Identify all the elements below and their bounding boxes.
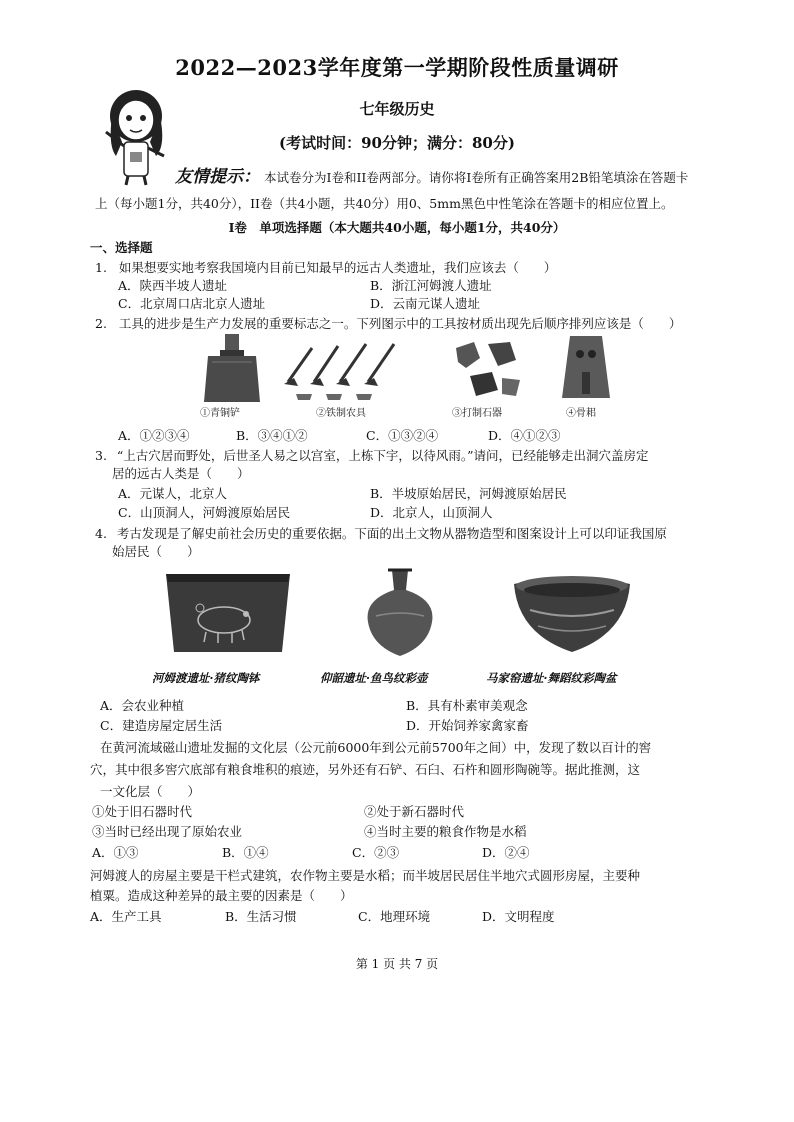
q3-option-c: C．山顶洞人，河姆渡原始居民 [118,505,291,520]
question-4 [95,524,667,542]
q2-option-b: B．③④①② [236,428,308,443]
q5-option-b: B．①④ [222,845,269,860]
question-3 [95,446,648,464]
q6-option-a: A．生产工具 [90,909,162,924]
friendly-tip [95,164,754,217]
q2-option-a: A．①②③④ [118,428,190,443]
q4-option-b: B．具有朴素审美观念 [406,698,528,713]
question-stem-line2: 居的远古人类是（ ） [112,466,250,481]
caption-fish-bird-pot: 仰韶遗址·鱼鸟纹彩壶 [320,671,428,685]
caption-stone-tools: ③打制石器 [452,408,502,419]
page-footer: 第 1 页 共 7 页 [355,957,439,971]
iron-tools-image [282,338,402,404]
question-5-stem-line1: 在黄河流域磁山遗址发掘的文化层（公元前6000年到公元前5700年之间）中，发现了数以百计的窖 [100,740,652,755]
q2-option-d: D．④①②③ [488,428,561,443]
question-6-stem-line1: 河姆渡人的房屋主要是干栏式建筑，农作物主要是水稻；而半坡居民居住半地穴式圆形房屋，主要种 [90,868,641,883]
q5-statement-1: ①处于旧石器时代 [92,804,193,819]
caption-pig-bowl: 河姆渡遗址·猪纹陶钵 [152,671,260,685]
q5-option-a: A．①③ [92,845,139,860]
exam-title: 2022—2023学年度第一学期阶段性质量调研 [175,55,619,80]
chipped-stone-tools-image [452,338,526,404]
q4-option-d: D．开始饲养家禽家畜 [406,718,529,733]
subject-title: 七年级历史 [359,100,435,118]
q5-statement-4: ④当时主要的粮食作物是水稻 [364,824,527,839]
question-6-stem-line2: 植粟。造成这种差异的最主要的因素是（ ） [90,888,353,903]
question-stem: 如果想要实地考察我国境内目前已知最早的远古人类遗址，我们应该去（ ） [118,260,557,275]
caption-bone-plow: ④骨耜 [566,408,596,419]
dancing-pattern-painted-basin-image [510,570,634,654]
q1-option-d: D．云南元谋人遗址 [370,296,481,311]
question-5-stem-line2: 穴，其中很多窖穴底部有粮食堆积的痕迹，另外还有石铲、石臼、石杵和圆形陶碗等。据此推测，这 [90,762,641,777]
tip-line2: 上（每小题1分，共40分），II卷（共4小题，共40分）用0、5mm黑色中性笔涂在答题卡的相应位置上。 [95,196,674,211]
q3-option-b: B．半坡原始居民，河姆渡原始居民 [370,486,567,501]
question-1 [95,258,556,276]
question-number: 2. [95,316,107,331]
question-2 [95,314,681,332]
bronze-shovel-image [198,332,268,404]
question-number: 1. [95,260,107,275]
q1-option-a: A．陕西半坡人遗址 [118,278,228,293]
q1-option-c: C．北京周口店北京人遗址 [118,296,266,311]
tip-label: 友情提示： [175,167,260,187]
section-header: I卷 单项选择题（本大题共40小题，每小题1分，共40分） [228,220,566,235]
exam-info: (考试时间：90分钟；满分：80分) [279,134,515,152]
question-stem-line1: 考古发现是了解史前社会历史的重要依据。下面的出土文物从器物造型和图案设计上可以印证我国原 [116,526,667,541]
q5-statement-2: ②处于新石器时代 [364,804,465,819]
caption-dancing-basin: 马家窑遗址·舞蹈纹彩陶盆 [486,671,617,685]
q1-option-b: B．浙江河姆渡人遗址 [370,278,492,293]
caption-iron-tools: ②铁制农具 [316,408,366,419]
tip-line1: 本试卷分为I卷和II卷两部分。请你将I卷所有正确答案用2B铅笔填涂在答题卡 [264,170,689,185]
q3-option-a: A．元谋人，北京人 [118,486,228,501]
question-5-stem-line3: 一文化层（ ） [100,784,201,799]
q3-option-d: D．北京人，山顶洞人 [370,505,493,520]
question-stem-line2: 始居民（ ） [112,544,200,559]
q6-option-c: C．地理环境 [358,909,431,924]
question-number: 3. [95,448,107,463]
q4-option-a: A．会农业种植 [100,698,185,713]
q4-option-c: C．建造房屋定居生活 [100,718,223,733]
q6-option-b: B．生活习惯 [225,909,297,924]
q5-option-c: C．②③ [352,845,400,860]
fish-bird-painted-pot-image [360,566,440,660]
q6-option-d: D．文明程度 [482,909,555,924]
q2-option-c: C．①③②④ [366,428,439,443]
question-stem: 工具的进步是生产力发展的重要标志之一。下列图示中的工具按材质出现先后顺序排列应该是（ ） [118,316,682,331]
pig-pattern-pottery-bowl-image [162,568,294,656]
q5-statement-3: ③当时已经出现了原始农业 [92,824,243,839]
q5-option-d: D．②④ [482,845,530,860]
question-stem-line1: “上古穴居而野处，后世圣人易之以宫室，上栋下宇，以待风雨。”请问，已经能够走出洞穴盖房定 [116,448,649,463]
question-number: 4. [95,526,107,541]
caption-bronze-shovel: ①青铜铲 [200,408,240,419]
part-label: 一、选择题 [90,240,153,255]
bone-plow-image [556,332,616,404]
